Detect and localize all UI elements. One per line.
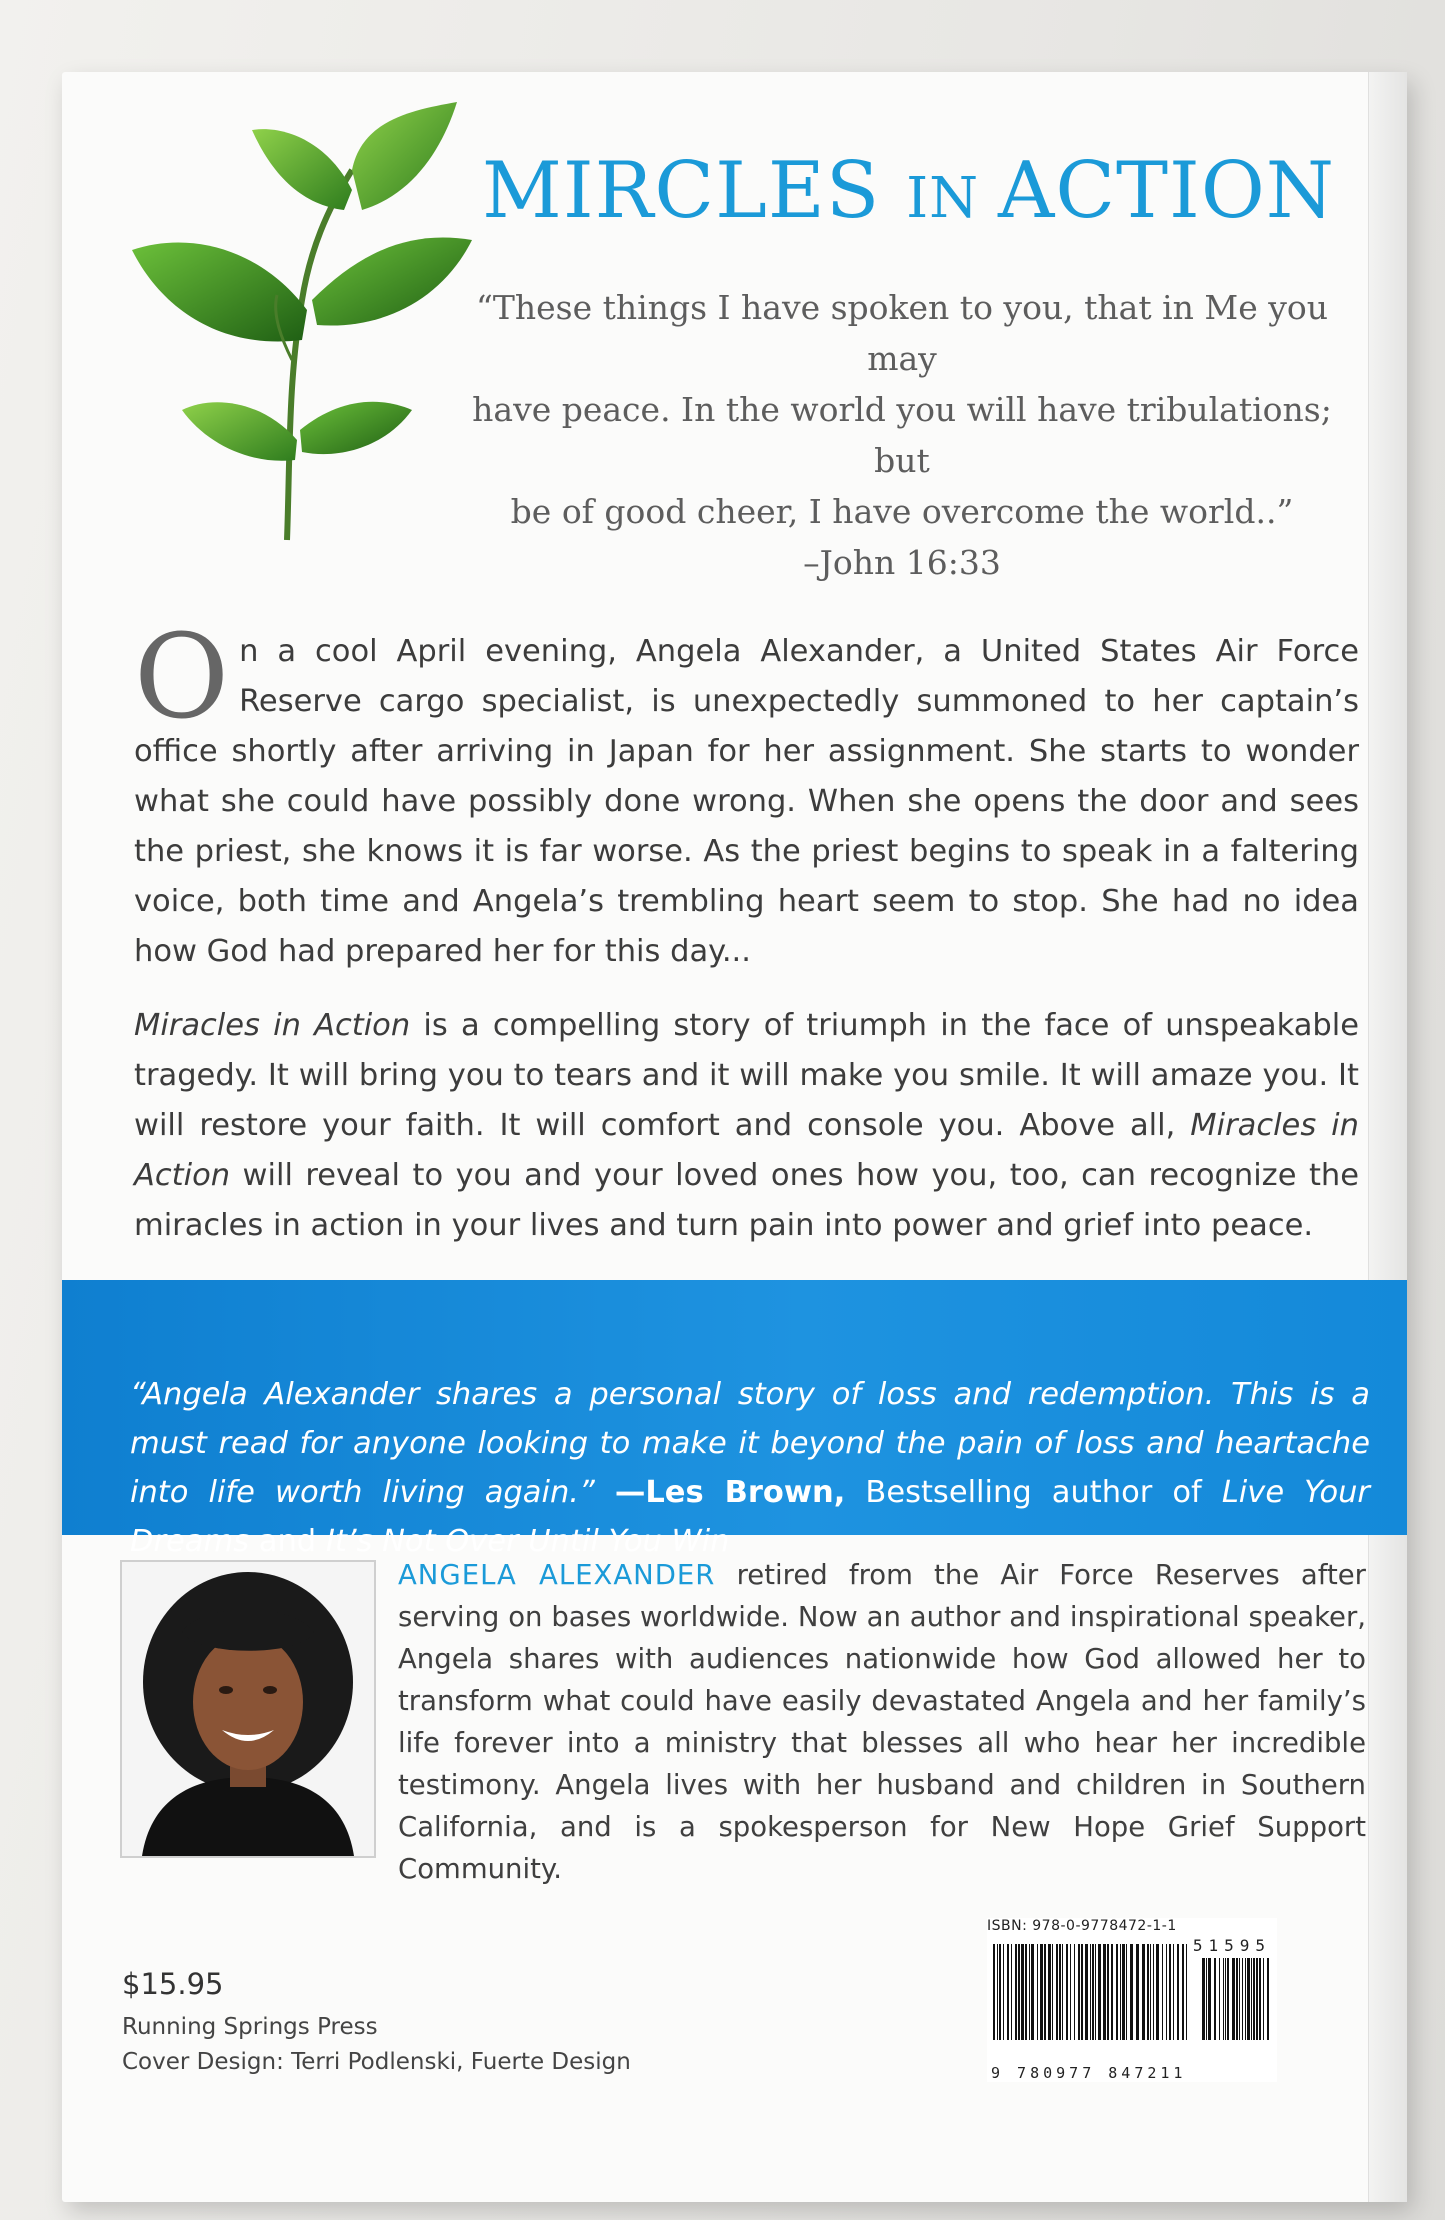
ean-digits: 9 780977 847211	[991, 2064, 1187, 2082]
author-bio: ANGELA ALEXANDER retired from the Air Force Reserves after serving on bases worldwide. Now an author and inspirational speaker, Angela shares with audiences nationwide how God allowed her to transform what could have easily devastated Angela and her family’s life forever into a ministry that blesses all who hear her incredible testimony. Angela lives with her husband and children in Southern California, and is a spokesperson for New Hope Grief Support Community.	[398, 1559, 1366, 1885]
isbn-barcode	[987, 1918, 1277, 2082]
bible-quote	[442, 282, 1362, 588]
barcode-bars	[987, 1938, 1277, 2056]
quote-line: have peace. In the world you will have tribulations; but	[472, 390, 1332, 480]
publisher: Running Springs Press	[122, 2014, 378, 2040]
cover-designer: Cover Design: Terri Podlenski, Fuerte Design	[122, 2049, 631, 2075]
story-summary	[134, 610, 1360, 1275]
endorsement-quote: “Angela Alexander shares a personal story of loss and redemption. This is a must read for anyone looking to make it beyond the pain of loss and heartache into life worth living again.” —Les Brown, Bestselling author of Live Your Dreams and It’s Not Over Until You Win	[130, 1377, 1370, 1559]
page-edge	[1368, 72, 1407, 2202]
story-paragraph: Miracles in Action is a compelling story of triumph in the face of unspeakable tragedy. It will bring you to tears and it will make you smile. It will amaze you. It will restore your faith. It will comfort and console you. Above all, Miracles in Action will reveal to you and your loved ones how you, too, can recognize the miracles in action in your lives and turn pain into power and grief into peace.	[134, 1008, 1360, 1243]
author-portrait-icon	[120, 1560, 376, 1858]
author-name: ANGELA ALEXANDER	[398, 1559, 716, 1591]
story-paragraph: On a cool April evening, Angela Alexander, a United States Air Force Reserve cargo specialist, is unexpectedly summoned to her captain’s office shortly after arriving in Japan for her assignment. She starts to wonder what she could have possibly done wrong. When she opens the door and sees the priest, she knows it is far worse. As the priest begins to speak in a faltering voice, both time and Angela’s trembling heart seem to stop. She had no idea how God had prepared her for this day...	[134, 610, 1359, 969]
addon-digits: 51595	[1192, 1936, 1271, 1955]
drop-cap: O	[134, 610, 230, 745]
book-back-cover	[62, 72, 1407, 2202]
isbn-label: ISBN: 978-0-9778472-1-1	[987, 1918, 1177, 1934]
book-title: MIRCLES IN ACTION	[482, 146, 1336, 236]
quote-reference: –John 16:33	[803, 543, 1001, 582]
quote-line: “These things I have spoken to you, that in Me you may	[476, 288, 1328, 378]
imprint	[122, 2010, 631, 2080]
quote-line: be of good cheer, I have overcome the world..”	[510, 492, 1294, 531]
price: $15.95	[122, 1967, 224, 2001]
